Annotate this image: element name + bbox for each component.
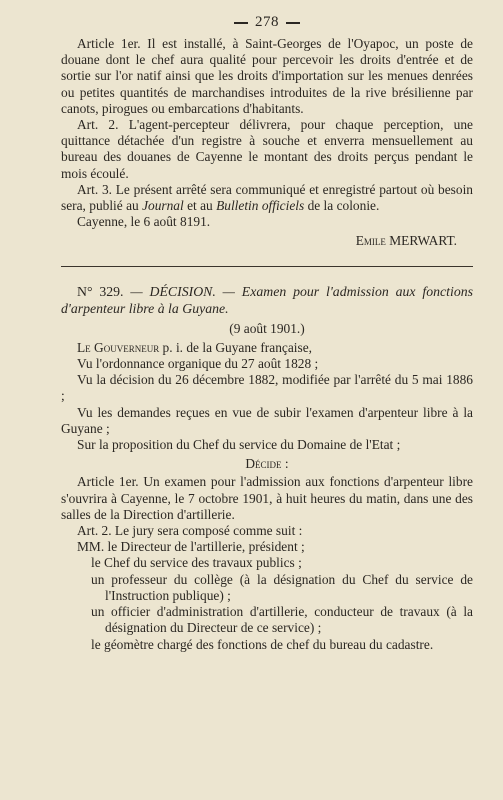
signature [61,233,473,249]
bulletin-title: Bulletin officiels [216,198,305,214]
decision-title: — DÉCISION. — Examen pour l'admission aux fonctions d'arpenteur libre à la Guyane. [61,283,474,316]
page-number-text: 278 [255,14,279,30]
vu-3: Vu les demandes reçues en vue de subir l'examen d'arpenteur libre à la Guyane ; [61,404,473,436]
jury-member: un officier d'administration d'artillerie, conducteur de travaux (à la désignation du Directeur de ce service) ; [91,604,473,636]
sur-proposition: Sur la proposition du Chef du service du Domaine de l'Etat ; [77,437,401,453]
decision-date: (9 août 1901.) [229,320,305,336]
article-3-text-b: et au [183,198,217,214]
jury-member: un professeur du collège (à la désignation du Chef du service de l'Instruction publique) ; [91,571,473,603]
place-date: Cayenne, le 6 août 8191. [77,214,211,230]
jury-member: le Chef du service des travaux publics ; [91,555,302,571]
gouverneur-label: Le Gouverneur [77,339,160,355]
jury-member: le géomètre chargé des fonctions de chef du bureau du cadastre. [91,636,434,652]
dash-right [286,22,300,24]
decision-heading [61,283,473,317]
section-divider [61,266,473,267]
article-1-paragraph: Article 1er. Il est installé, à Saint-Georges de l'Oyapoc, un poste de douane dont le chef aura qualité pour percevoir les droits d'entrée et de sortie sur l'or natif ainsi que les droits d'importation sur les menues denrées ou petites quantités de marchandises introduites de la rive brésilienne par canots, pirogues ou embarcations d'habitants. [61,36,473,116]
decide-heading: Décide : [245,456,289,472]
vu-2: Vu la décision du 26 décembre 1882, modifiée par l'arrêté du 5 mai 1886 ; [61,372,473,404]
journal-title: Journal [142,198,184,214]
jury-list [77,539,473,652]
decision-article-1: Article 1er. Un examen pour l'admission aux fonctions d'arpenteur libre s'ouvrira à Cayenne, le 7 octobre 1901, à huit heures du matin, dans une des salles de la Direction d'artillerie. [61,474,473,522]
dash-left [234,22,248,24]
article-2-paragraph: Art. 2. L'agent-percepteur délivrera, pour chaque perception, une quittance détachée d'un registre à souche et enverra mensuellement au bureau des douanes de Cayenne le montant des droits perçus pendant le mois écoulé. [61,117,473,181]
signature-first-name: Emile [355,233,386,249]
article-3-paragraph [61,182,473,214]
page-number [61,12,473,32]
gouverneur-rest: p. i. de la Guyane française, [159,339,313,355]
signature-last-name: MERWART. [389,233,457,249]
article-3-text-a: Art. 3. Le présent arrêté sera communiqué et enregistré partout où besoin sera, publié au [61,181,473,214]
vu-1: Vu l'ordonnance organique du 27 août 1828 ; [77,356,319,372]
decision-number: N° 329. [77,283,124,299]
jury-member: MM. le Directeur de l'artillerie, président ; [77,539,305,555]
decision-article-2: Art. 2. Le jury sera composé comme suit : [77,523,303,539]
article-3-text-c: de la colonie. [304,198,380,214]
gouverneur-line [61,340,473,356]
